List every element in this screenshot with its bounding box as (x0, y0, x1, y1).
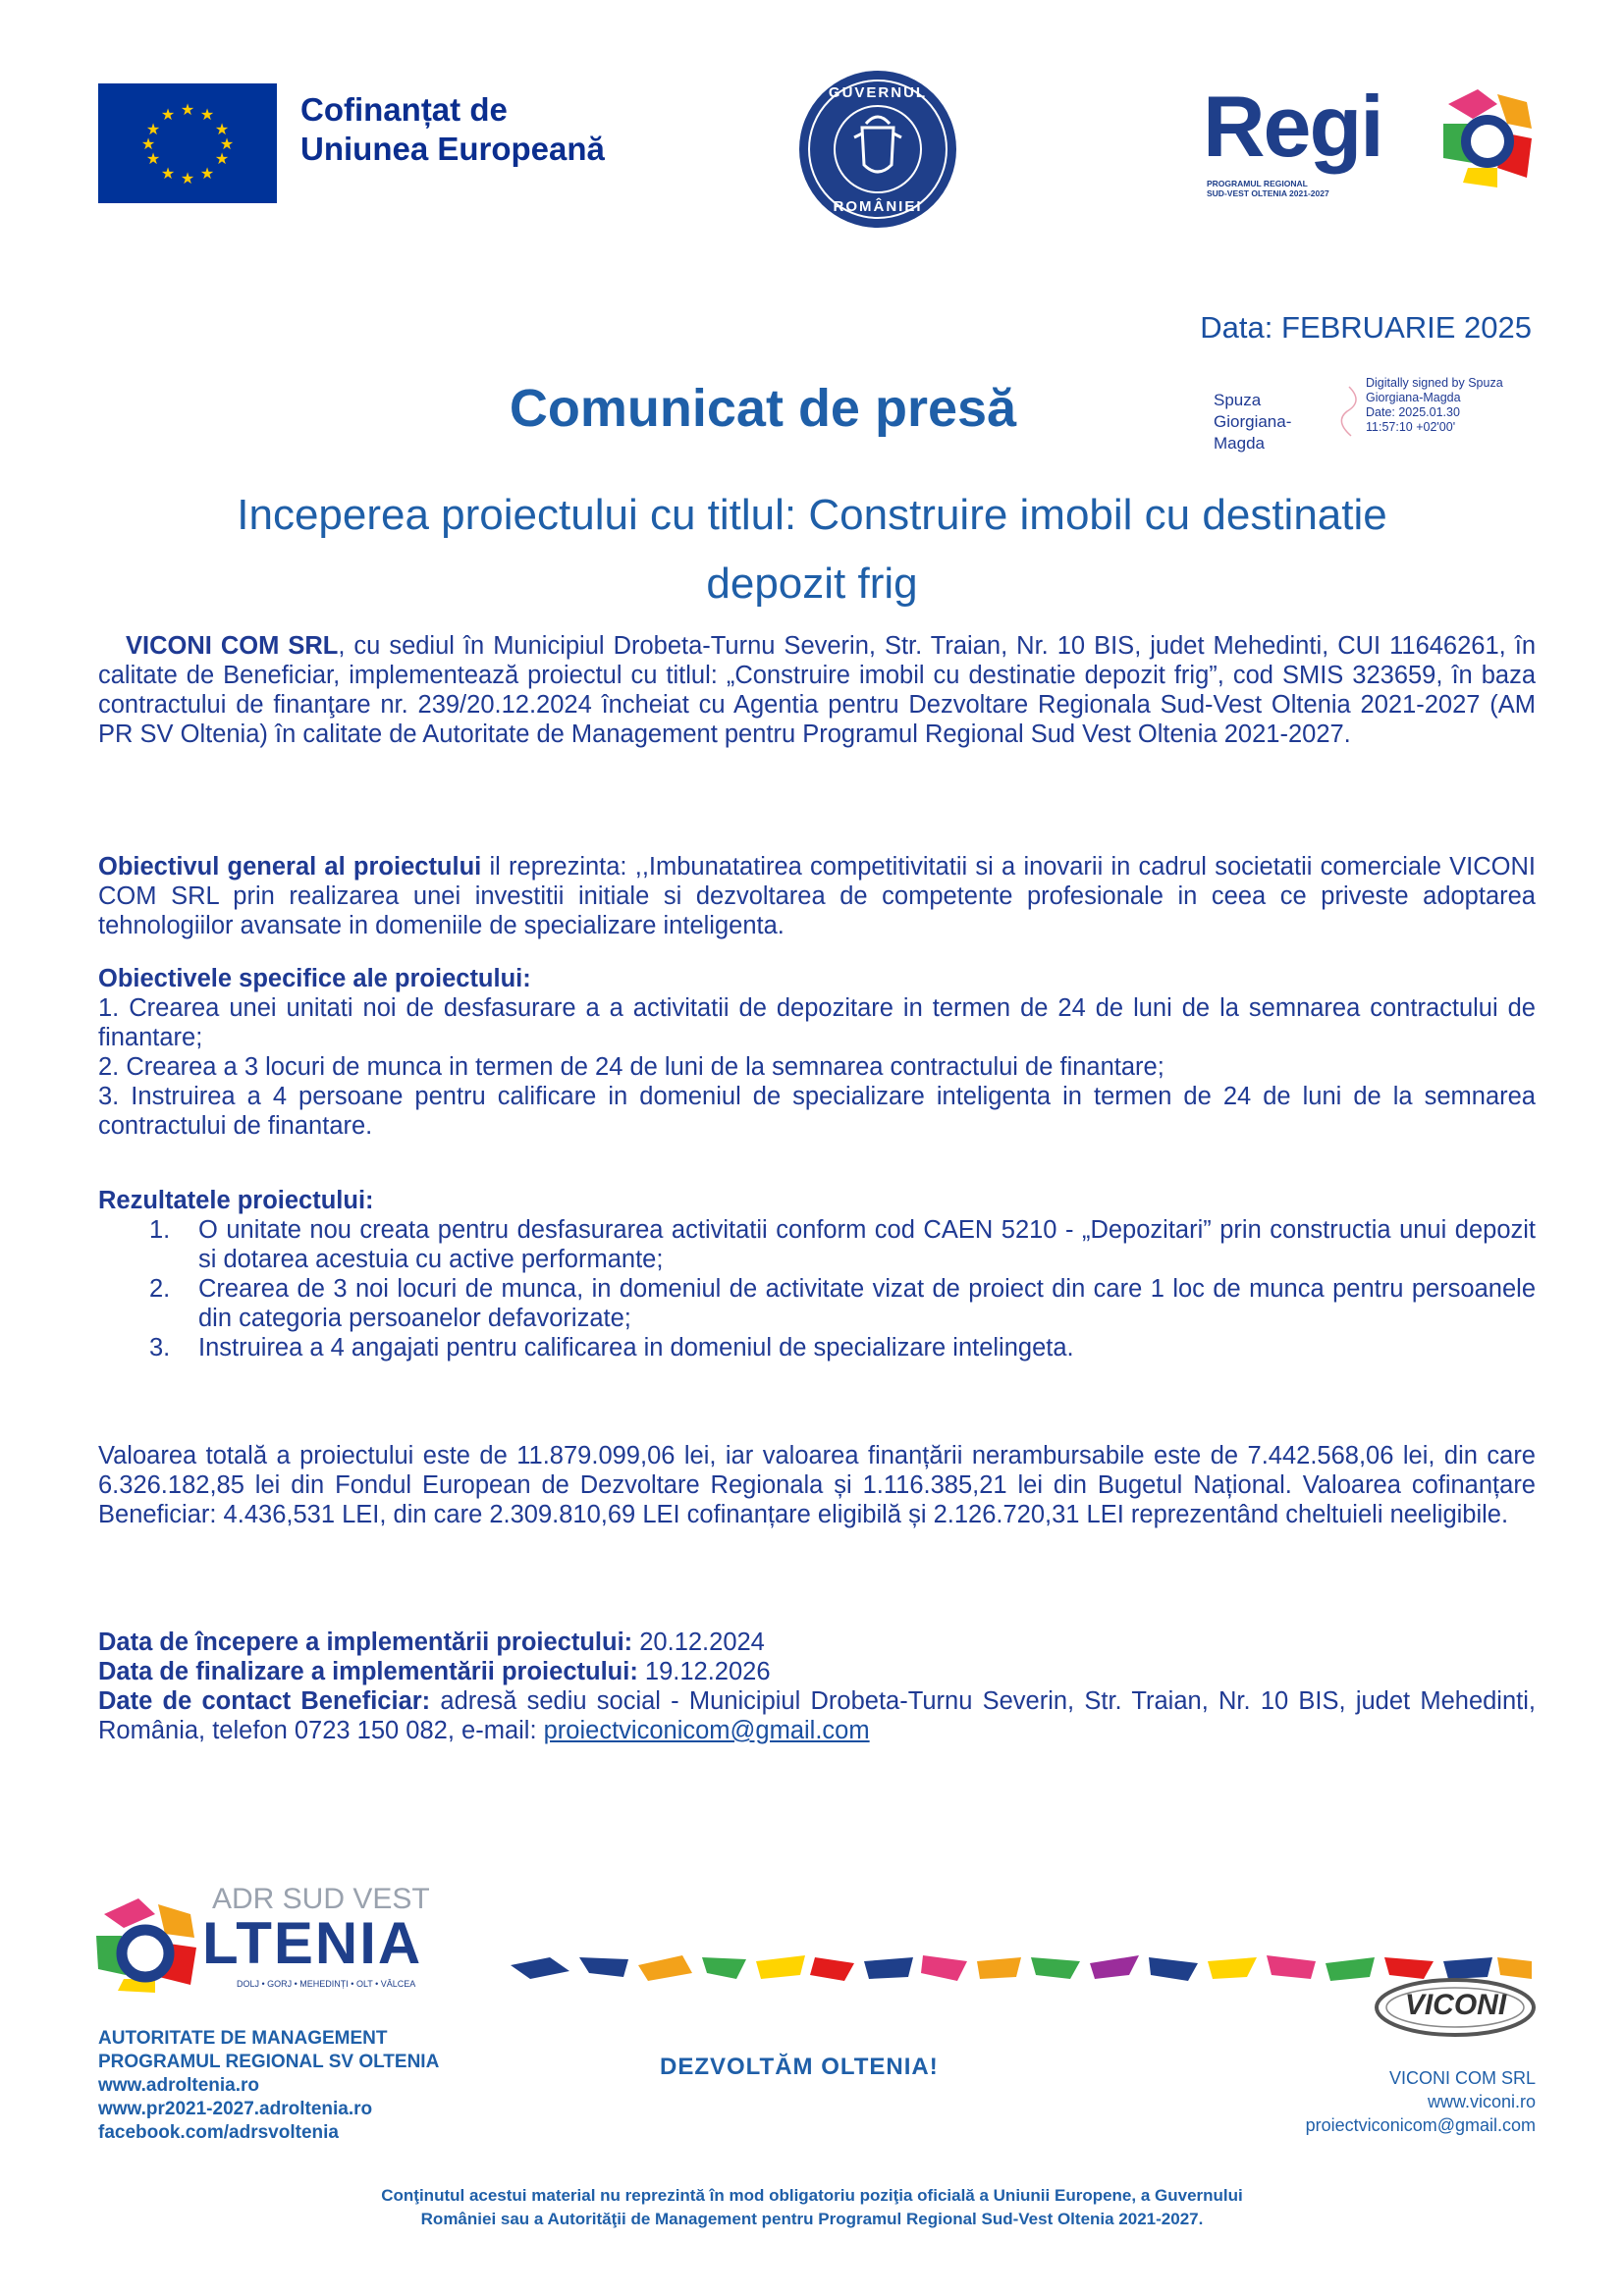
implementation-dates (98, 1628, 1536, 1745)
seal-top-text: GUVERNUL (828, 84, 928, 101)
contact-text: adresă sediu social - Municipiul Drobeta-Turnu Severin, Str. Traian, Nr. 10 BIS, judet Mehedinti, România, telefon 0723 150 082, e-mail: (98, 1687, 1536, 1744)
beneficiary-name: VICONI COM SRL (126, 632, 339, 660)
svg-text:★: ★ (160, 164, 176, 183)
results-label: Rezultatele proiectului: (98, 1187, 374, 1214)
regio-wordmark: Regi (1203, 78, 1382, 175)
svg-text:★: ★ (214, 149, 230, 168)
project-subtitle (128, 481, 1496, 618)
regio-sub-line2: SUD-VEST OLTENIA 2021-2027 (1207, 188, 1329, 198)
romanian-government-seal (797, 69, 958, 230)
specific-objective-item: 2. Crearea a 3 locuri de munca in termen de 24 de luni de la semnarea contractului de finantare; (98, 1053, 1164, 1081)
svg-text:★: ★ (199, 105, 215, 124)
eu-text-line2: Uniunea Europeană (300, 131, 605, 167)
viconi-contact-block (1306, 2066, 1536, 2137)
project-value-paragraph: Valoarea totală a proiectului este de 11.879.099,06 lei, iar valoarea finanțării nerambursabile este de 7.442.568,06 lei, din care 6.326.182,85 lei din Fondul European de Dezvoltare Regionala și 1.116.385,21 lei din Bugetul Național. Valoarea cofinanțare Beneficiar: 4.436,531 LEI, din care 2.309.810,69 LEI cofinanțare eligibilă și 2.126.720,31 LEI reprezentând cheltuieli neeligibile. (98, 1442, 1536, 1528)
general-objective-text: il reprezinta: ,,Imbunatatirea competitivitatii si a inovarii in cadrul societatii comerciale VICONI COM SRL prin realizarea unei investitii initiale si dezvoltarea de competente profesionale in ceea ce priveste adoptarea tehnologiilor avansate in domeniile de specializare inteligenta. (98, 853, 1536, 939)
regio-sub-line1: PROGRAMUL REGIONAL (1207, 179, 1308, 188)
am-line: AUTORITATE DE MANAGEMENT (98, 2028, 388, 2049)
specific-objectives-label: Obiectivele specifice ale proiectului: (98, 965, 531, 992)
svg-text:★: ★ (219, 134, 235, 153)
eu-cofinancing-text (300, 90, 605, 169)
start-date-label: Data de începere a implementării proiectului: (98, 1629, 633, 1656)
result-number: 1. (149, 1216, 171, 1244)
result-number: 3. (149, 1334, 171, 1362)
adr-main-text: LTENIA (202, 1910, 423, 1976)
disclaimer-line1: Conţinutul acestui material nu reprezintă în mod obligatoriu poziţia oficială a Uniunii Europene, a Guvernului (381, 2186, 1243, 2205)
signature-name: Spuza Giorgiana-Magda (1214, 391, 1292, 453)
signature-meta-line: Giorgiana-Magda (1366, 391, 1461, 404)
contact-label: Date de contact Beneficiar: (98, 1687, 431, 1715)
svg-text:★: ★ (160, 105, 176, 124)
regio-logo (1203, 77, 1537, 204)
start-date-line (98, 1628, 1536, 1657)
contact-line (98, 1686, 1536, 1745)
footer-slogan: DEZVOLTĂM OLTENIA! (660, 2054, 939, 2080)
end-date-label: Data de finalizare a implementării proiectului: (98, 1658, 638, 1685)
specific-objective-item: 1. Crearea unei unitati noi de desfasurare a a activitatii de depozitare in termen de 24 de luni de la semnarea contractului de finantare; (98, 994, 1536, 1051)
regio-o-shape-icon (1438, 84, 1537, 192)
viconi-email-link[interactable]: proiectviconicom@gmail.com (1305, 2115, 1536, 2135)
result-item (98, 1333, 1536, 1362)
viconi-logo (1370, 1973, 1542, 2042)
press-release-date: Data: FEBRUARIE 2025 (1200, 310, 1532, 345)
svg-text:★: ★ (140, 134, 156, 153)
svg-text:★: ★ (214, 120, 230, 138)
viconi-website-link[interactable]: www.viconi.ro (1427, 2092, 1536, 2111)
am-website-link[interactable]: www.adroltenia.ro (98, 2075, 259, 2096)
general-objective-label: Obiectivul general al proiectului (98, 853, 482, 881)
end-date-value: 19.12.2026 (637, 1658, 771, 1685)
subtitle-line2: depozit frig (706, 560, 918, 608)
subtitle-line1: Inceperea proiectului cu titlul: Construire imobil cu destinatie (237, 491, 1387, 539)
eu-text-line1: Cofinanțat de (300, 91, 508, 128)
svg-text:★: ★ (180, 100, 195, 119)
svg-text:★: ★ (199, 164, 215, 183)
signature-meta (1366, 376, 1552, 435)
result-item (98, 1215, 1536, 1274)
signature-meta-line: 11:57:10 +02'00' (1366, 420, 1456, 434)
result-text: Crearea de 3 noi locuri de munca, in domeniul de activitate vizat de proiect din care 1 loc de munca pentru persoanele din categoria persoanelor defavorizate; (198, 1275, 1536, 1332)
eu-flag-logo (98, 83, 277, 203)
adr-top-text: ADR SUD VEST (212, 1883, 430, 1915)
signature-meta-line: Digitally signed by Spuza (1366, 376, 1503, 390)
am-facebook-link[interactable]: facebook.com/adrsvoltenia (98, 2122, 339, 2143)
result-text: O unitate nou creata pentru desfasurarea activitatii conform cod CAEN 5210 - „Depozitari” prin constructia unui depozit si dotarea acestuia cu active performante; (198, 1216, 1536, 1273)
end-date-line (98, 1657, 1536, 1686)
intro-paragraph (98, 631, 1536, 749)
am-line: PROGRAMUL REGIONAL SV OLTENIA (98, 2052, 440, 2072)
oltenia-o-shape-icon (94, 1896, 202, 1995)
results-section (98, 1186, 1536, 1362)
start-date-value: 20.12.2024 (632, 1629, 765, 1656)
specific-objectives-section (98, 964, 1536, 1141)
intro-text: , cu sediul în Municipiul Drobeta-Turnu Severin, Str. Traian, Nr. 10 BIS, judet Mehedinti, CUI 11646261, în calitate de Beneficiar, implementează proiectul cu titlul: „Construire imobil cu destinatie depozit frig”, cod SMIS 323659, în baza contractului de finanţare nr. 239/20.12.2024 încheiat cu Agentia pentru Dezvoltare Regionala Sud-Vest Oltenia 2021-2027 (AM PR SV Oltenia) în calitate de Autoritate de Management pentru Programul Regional Sud Vest Oltenia 2021-2027. (98, 632, 1536, 748)
specific-objective-item: 3. Instruirea a 4 persoane pentru calificare in domeniul de specializare inteligenta in termen de 24 de luni de la semnarea contractului de finantare. (98, 1083, 1536, 1140)
adr-sud-vest-oltenia-logo (94, 1883, 507, 2001)
management-authority-block (98, 2027, 439, 2145)
seal-bottom-text: ROMÂNIEI (833, 198, 923, 215)
eu-disclaimer (0, 2184, 1624, 2231)
digital-signature (1214, 376, 1547, 453)
disclaimer-line2: României sau a Autorităţii de Management pentru Programul Regional Sud-Vest Oltenia 2021-2027. (420, 2210, 1204, 2228)
result-text: Instruirea a 4 angajati pentru calificarea in domeniul de specializare intelingeta. (198, 1334, 1074, 1362)
svg-text:★: ★ (145, 120, 161, 138)
viconi-company: VICONI COM SRL (1388, 2068, 1536, 2088)
am-program-website-link[interactable]: www.pr2021-2027.adroltenia.ro (98, 2099, 373, 2119)
signature-meta-line: Date: 2025.01.30 (1366, 405, 1460, 419)
svg-text:★: ★ (180, 169, 195, 187)
general-objective-paragraph (98, 852, 1536, 940)
viconi-logo-text: VICONI (1404, 1989, 1507, 2021)
result-item (98, 1274, 1536, 1333)
result-number: 2. (149, 1275, 171, 1303)
press-release-title: Comunicat de presă (509, 379, 1017, 438)
svg-text:★: ★ (145, 149, 161, 168)
signature-scribble-icon (1329, 382, 1369, 441)
contact-email-link[interactable]: proiectviconicom@gmail.com (543, 1717, 870, 1744)
adr-counties: DOLJ • GORJ • MEHEDINȚI • OLT • VÂLCEA (237, 1979, 416, 1989)
